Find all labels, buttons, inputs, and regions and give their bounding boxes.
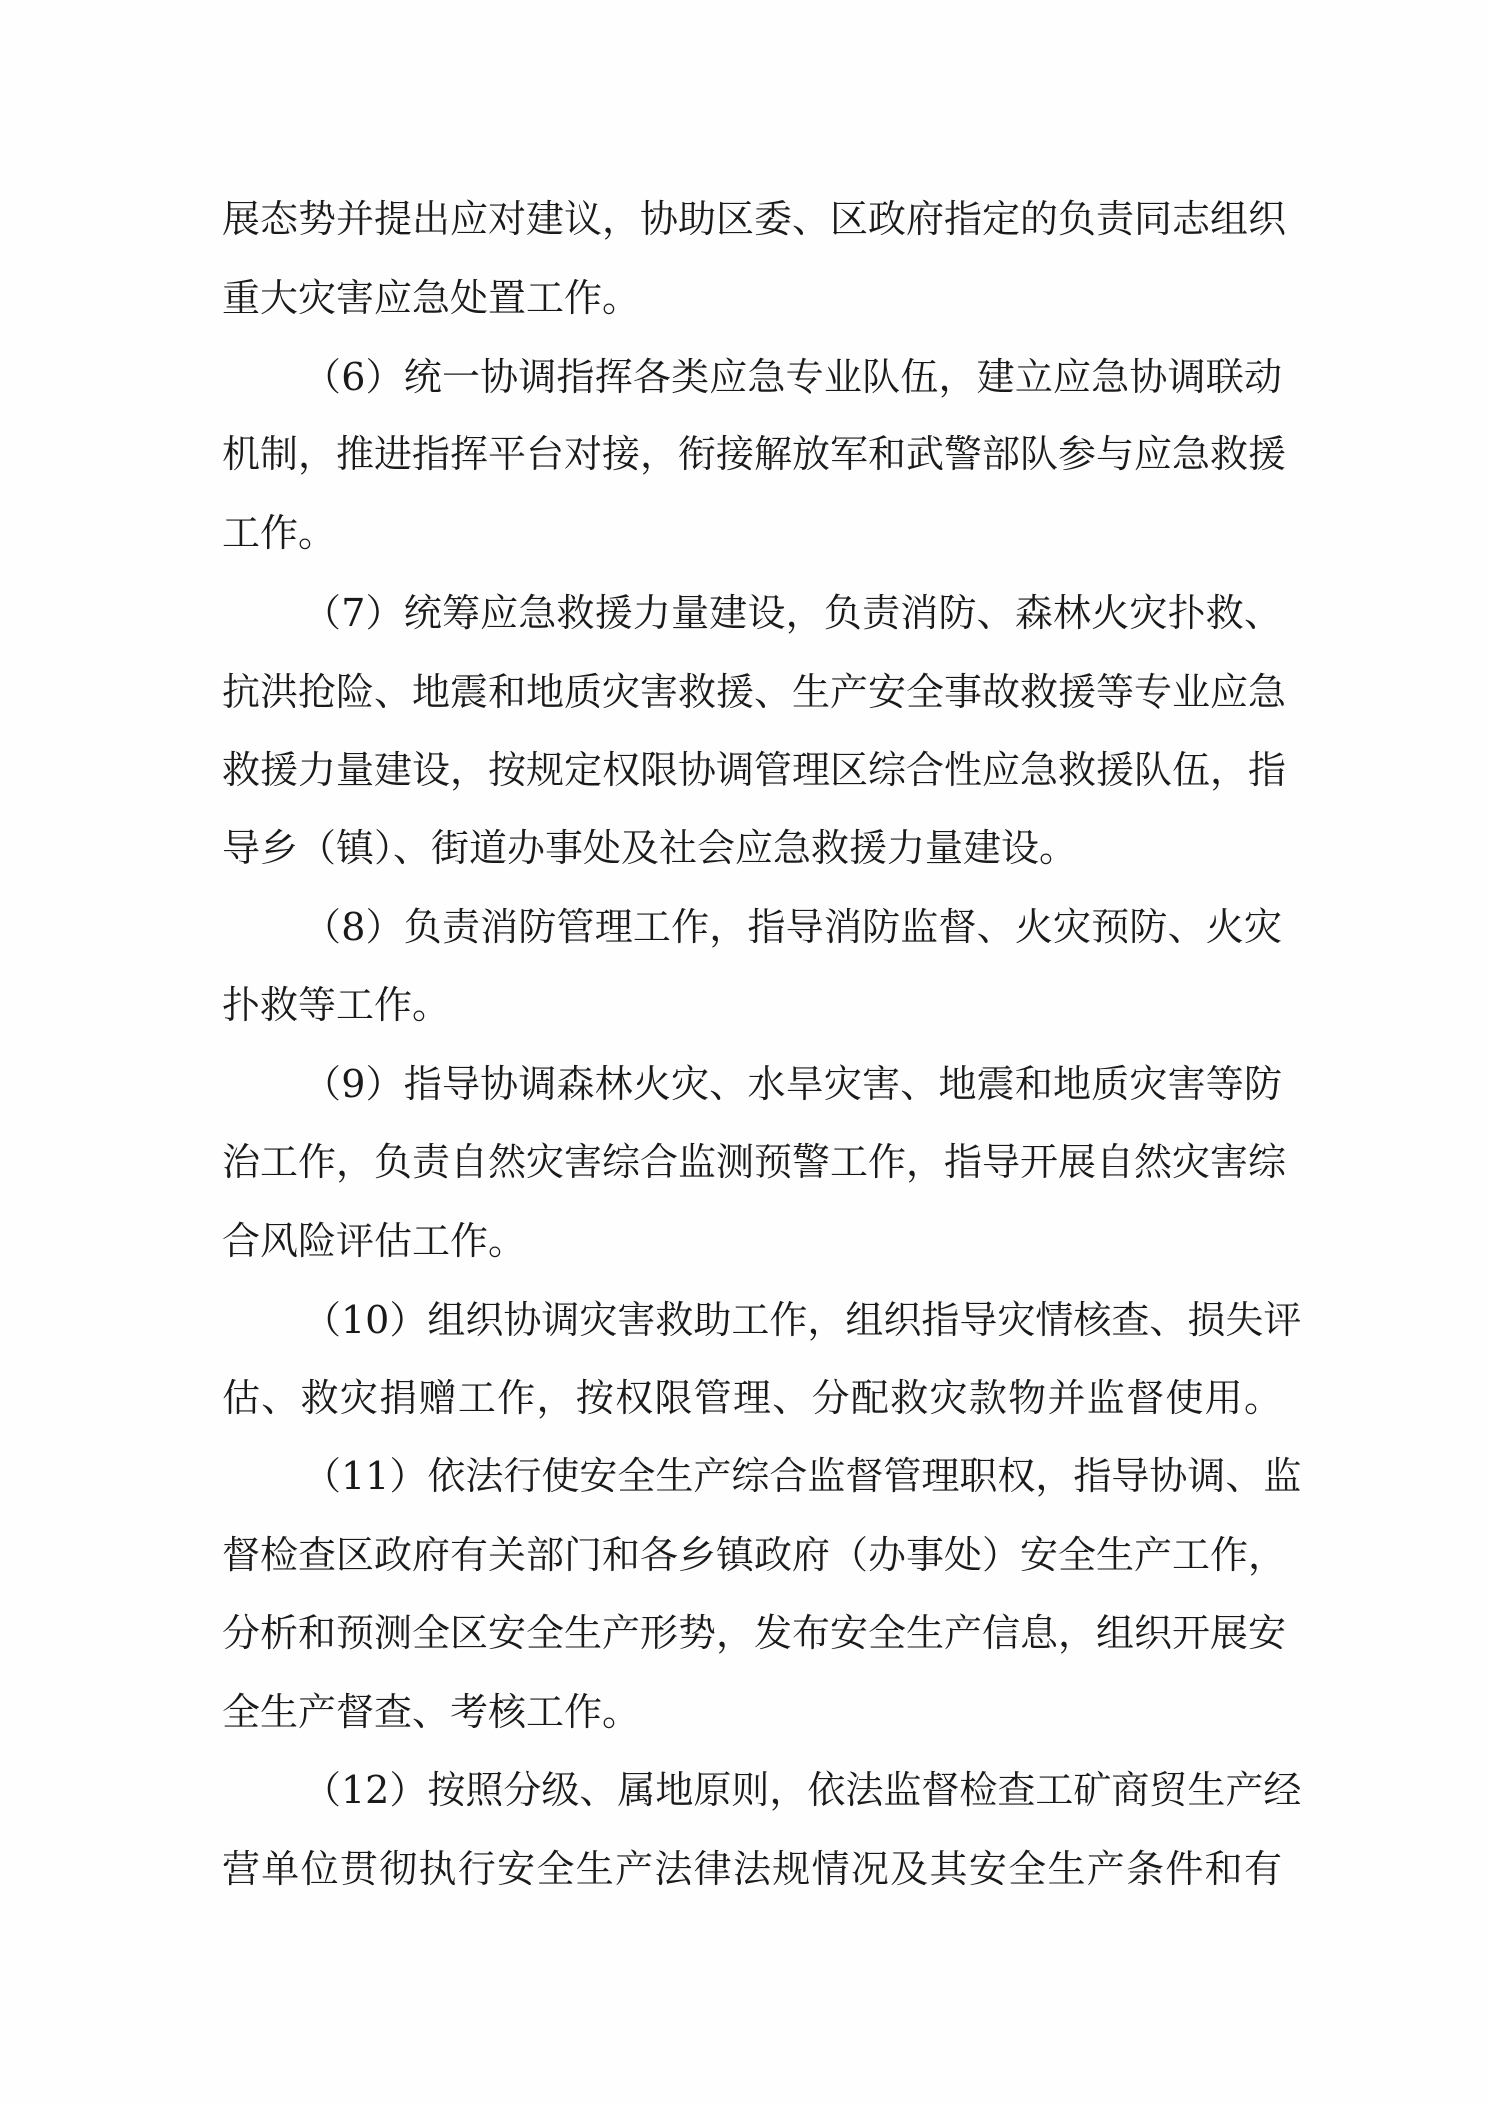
text-line: 督检查区政府有关部门和各乡镇政府（办事处）安全生产工作，: [222, 1533, 1287, 1577]
text-line: 扑救等工作。: [222, 983, 451, 1027]
text-line: 机制，推进指挥平台对接，衔接解放军和武警部队参与应急救援: [222, 432, 1287, 476]
text-line: （9）指导协调森林火灾、水旱灾害、地震和地质灾害等防: [303, 1062, 1282, 1106]
text-line: 估、救灾捐赠工作，按权限管理、分配救灾款物并监督使用。: [222, 1376, 1282, 1420]
text-line: 营单位贯彻执行安全生产法律法规情况及其安全生产条件和有: [222, 1847, 1282, 1891]
text-line: 分析和预测全区安全生产形势，发布安全生产信息，组织开展安: [222, 1611, 1287, 1655]
text-line: （8）负责消防管理工作，指导消防监督、火灾预防、火灾: [303, 905, 1282, 949]
text-line: 治工作，负责自然灾害综合监测预警工作，指导开展自然灾害综: [222, 1140, 1287, 1184]
text-line: 重大灾害应急处置工作。: [222, 276, 641, 320]
text-line: 合风险评估工作。: [222, 1219, 527, 1263]
text-line: 抗洪抢险、地震和地质灾害救援、生产安全事故救援等专业应急: [222, 670, 1287, 714]
text-line: （12）按照分级、属地原则，依法监督检查工矿商贸生产经: [303, 1768, 1302, 1812]
text-line: 工作。: [222, 511, 337, 555]
text-line: （11）依法行使安全生产综合监督管理职权，指导协调、监: [303, 1454, 1302, 1498]
text-line: 导乡（镇）、街道办事处及社会应急救援力量建设。: [222, 826, 1078, 870]
text-line: （6）统一协调指挥各类应急专业队伍，建立应急协调联动: [303, 355, 1282, 399]
text-line: （10）组织协调灾害救助工作，组织指导灾情核查、损失评: [303, 1298, 1302, 1342]
text-line: 全生产督查、考核工作。: [222, 1690, 641, 1734]
text-line: 展态势并提出应对建议，协助区委、区政府指定的负责同志组织: [222, 197, 1287, 241]
text-line: （7）统筹应急救援力量建设，负责消防、森林火灾扑救、: [303, 591, 1282, 635]
text-line: 救援力量建设，按规定权限协调管理区综合性应急救援队伍，指: [222, 748, 1287, 792]
